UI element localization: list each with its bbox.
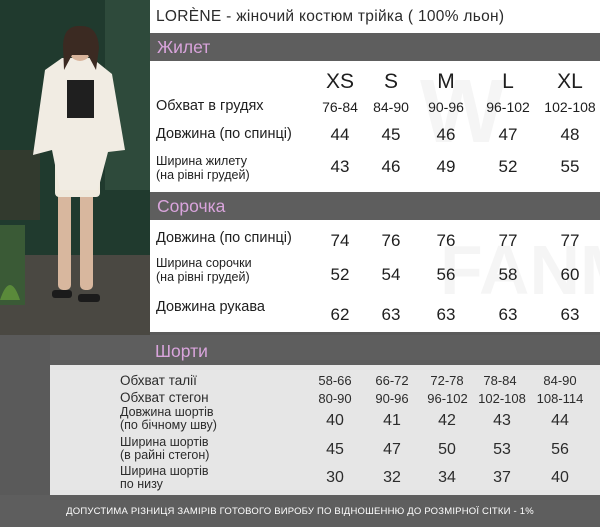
vest-row-chest bbox=[150, 97, 600, 117]
cell-value: 58 bbox=[498, 265, 518, 284]
shirt-row-width bbox=[150, 256, 600, 288]
cell-value: 80-90 bbox=[318, 391, 352, 406]
size-xs: XS bbox=[325, 70, 354, 93]
cell-value: 56 bbox=[436, 265, 456, 284]
row-label-note: (по бічному шву) bbox=[120, 418, 217, 432]
row-label: Ширина жилету bbox=[156, 154, 247, 168]
cell-value: 34 bbox=[438, 469, 456, 486]
cell-value: 43 bbox=[330, 157, 350, 176]
row-label: Довжина рукава bbox=[156, 299, 265, 315]
row-label-note: (на рівні грудей) bbox=[156, 168, 250, 182]
cell-value: 84-90 bbox=[543, 373, 577, 388]
cell-value: 102-108 bbox=[544, 99, 596, 115]
vest-row-length bbox=[150, 124, 600, 146]
size-l: L bbox=[502, 70, 514, 93]
size-header-row bbox=[150, 70, 600, 96]
tolerance-note: ДОПУСТИМА РІЗНИЦЯ ЗАМІРІВ ГОТОВОГО ВИРОБУ ПО ВІДНОШЕННЮ ДО РОЗМІРНОЇ СІТКИ - 1% bbox=[66, 505, 534, 517]
cell-value: 48 bbox=[560, 125, 580, 144]
cell-value: 50 bbox=[438, 441, 456, 458]
row-label: Обхват в грудях bbox=[156, 98, 264, 114]
cell-value: 62 bbox=[330, 305, 350, 324]
cell-value: 74 bbox=[330, 231, 350, 250]
cell-value: 52 bbox=[330, 265, 350, 284]
shorts-table bbox=[50, 365, 600, 495]
page-title: LORÈNE - жіночий костюм трійка ( 100% льон) bbox=[156, 7, 505, 25]
cell-value: 52 bbox=[498, 157, 518, 176]
row-label-note: по низу bbox=[120, 477, 163, 491]
cell-value: 96-102 bbox=[486, 99, 530, 115]
shirt-heading-bar bbox=[150, 192, 600, 220]
row-label: Обхват талії bbox=[120, 373, 197, 388]
cell-value: 46 bbox=[436, 125, 456, 144]
row-label-note: (в райні стегон) bbox=[120, 448, 210, 462]
cell-value: 37 bbox=[493, 469, 511, 486]
cell-value: 56 bbox=[551, 441, 569, 458]
shorts-heading: Шорти bbox=[155, 340, 208, 361]
size-m: M bbox=[437, 70, 455, 93]
size-s: S bbox=[383, 70, 398, 93]
cell-value: 72-78 bbox=[430, 373, 464, 388]
row-label-note: (на рівні грудей) bbox=[156, 270, 250, 284]
size-xl: XL bbox=[557, 70, 583, 93]
cell-value: 76 bbox=[436, 231, 456, 250]
cell-value: 77 bbox=[560, 231, 580, 250]
cell-value: 40 bbox=[326, 412, 344, 429]
cell-value: 102-108 bbox=[478, 391, 526, 406]
shirt-table bbox=[150, 220, 600, 332]
shorts-heading-bar bbox=[155, 339, 208, 363]
cell-value: 55 bbox=[560, 157, 580, 176]
row-label: Довжина шортів bbox=[120, 405, 214, 419]
cell-value: 47 bbox=[383, 441, 401, 458]
cell-value: 63 bbox=[498, 305, 518, 324]
shirt-row-sleeve bbox=[150, 299, 600, 323]
cell-value: 60 bbox=[560, 265, 580, 284]
cell-value: 49 bbox=[436, 157, 456, 176]
cell-value: 44 bbox=[551, 412, 569, 429]
shirt-row-length bbox=[150, 228, 600, 250]
cell-value: 77 bbox=[498, 231, 518, 250]
vest-row-width bbox=[150, 153, 600, 185]
cell-value: 63 bbox=[381, 305, 401, 324]
cell-value: 53 bbox=[493, 441, 511, 458]
cell-value: 58-66 bbox=[318, 373, 352, 388]
row-label: Обхват стегон bbox=[120, 390, 209, 405]
cell-value: 46 bbox=[381, 157, 401, 176]
cell-value: 108-114 bbox=[536, 391, 584, 406]
title-bar bbox=[150, 0, 600, 33]
row-label: Ширина сорочки bbox=[156, 256, 252, 270]
cell-value: 96-102 bbox=[427, 391, 468, 406]
row-label: Ширина шортів bbox=[120, 435, 209, 449]
product-photo bbox=[0, 0, 150, 335]
cell-value: 45 bbox=[326, 441, 344, 458]
shirt-heading: Сорочка bbox=[157, 195, 226, 216]
cell-value: 41 bbox=[383, 412, 401, 429]
row-label: Довжина (по спинці) bbox=[156, 126, 292, 142]
cell-value: 63 bbox=[560, 305, 580, 324]
cell-value: 63 bbox=[436, 305, 456, 324]
vest-heading-bar bbox=[150, 33, 600, 61]
cell-value: 90-96 bbox=[428, 99, 464, 115]
cell-value: 84-90 bbox=[373, 99, 409, 115]
cell-value: 54 bbox=[381, 265, 401, 284]
model-photo-illustration bbox=[0, 0, 150, 335]
cell-value: 43 bbox=[493, 412, 511, 429]
cell-value: 32 bbox=[383, 469, 401, 486]
cell-value: 78-84 bbox=[483, 373, 517, 388]
cell-value: 40 bbox=[551, 469, 569, 486]
row-label: Довжина (по спинці) bbox=[156, 230, 292, 246]
cell-value: 45 bbox=[381, 125, 401, 144]
cell-value: 30 bbox=[326, 469, 344, 486]
footer-note-bar bbox=[0, 495, 600, 527]
row-label: Ширина шортів bbox=[120, 464, 209, 478]
vest-table bbox=[150, 61, 600, 192]
cell-value: 76 bbox=[381, 231, 401, 250]
cell-value: 90-96 bbox=[375, 391, 409, 406]
cell-value: 42 bbox=[438, 412, 456, 429]
cell-value: 66-72 bbox=[375, 373, 409, 388]
cell-value: 44 bbox=[330, 125, 350, 144]
vest-heading: Жилет bbox=[157, 36, 211, 57]
cell-value: 47 bbox=[498, 125, 518, 144]
cell-value: 76-84 bbox=[322, 99, 358, 115]
